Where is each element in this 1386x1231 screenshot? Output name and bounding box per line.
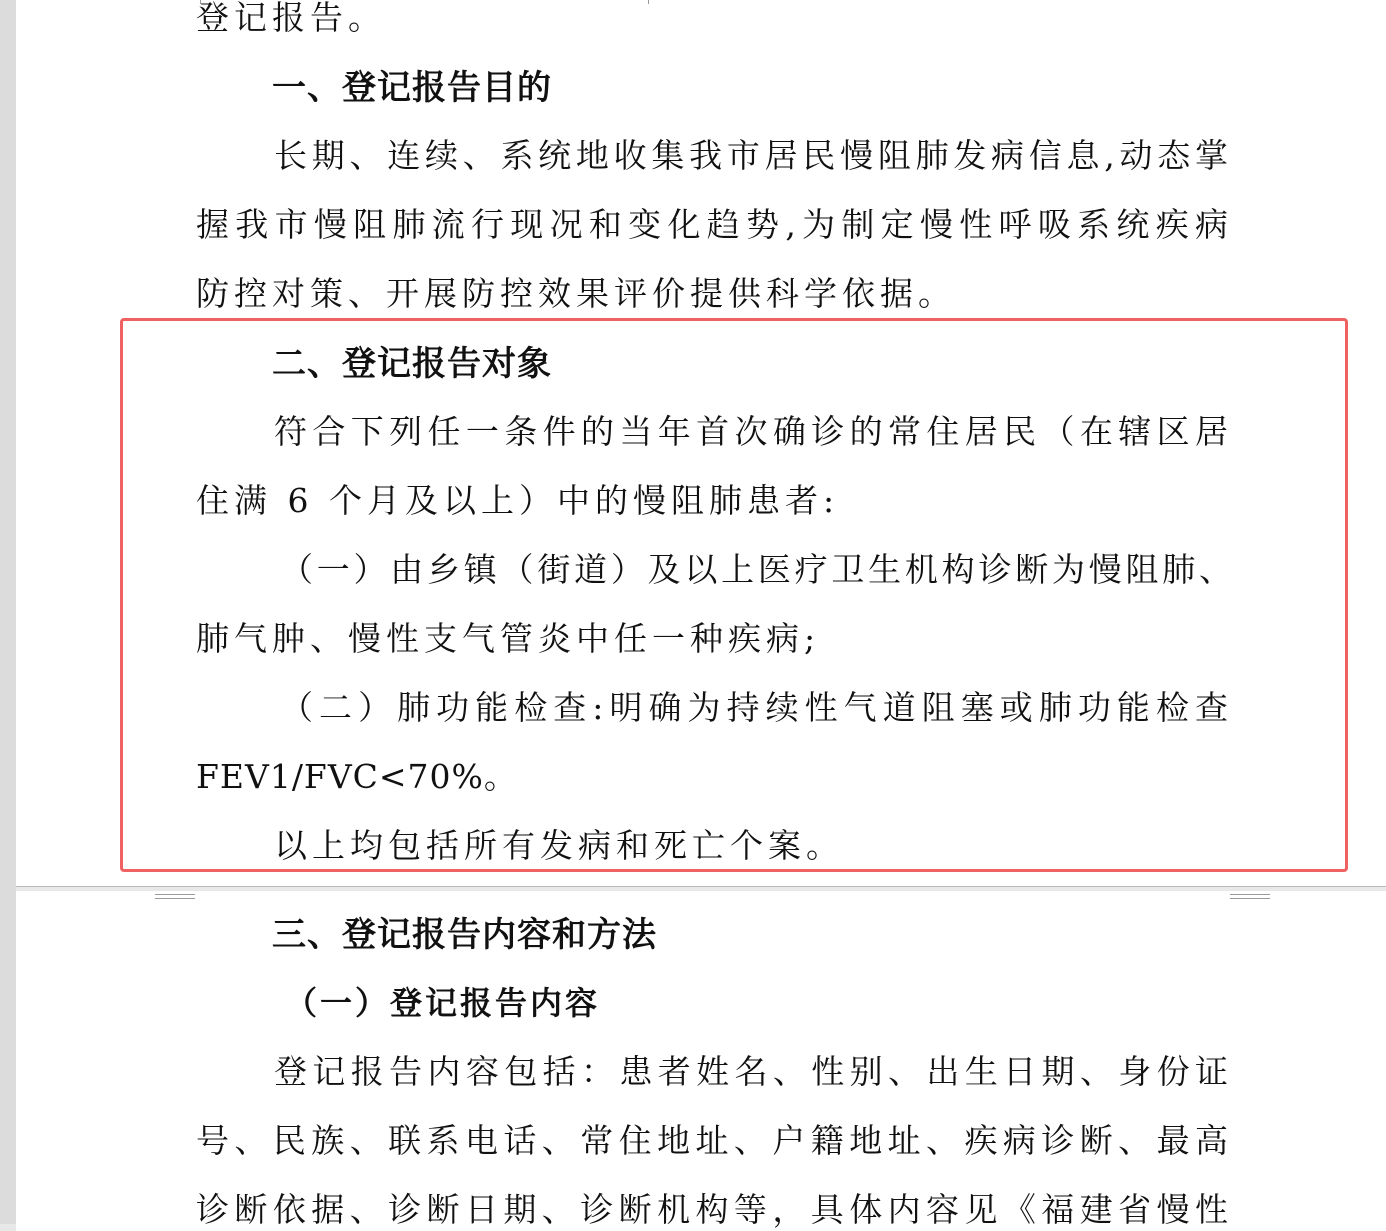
page-corner-mark [155,880,195,895]
page-corner-mark [155,898,195,913]
section-2-heading: 二、登记报告对象 [272,344,552,384]
text-line: 防控对策、开展防控效果评价提供科学依据。 [196,274,956,313]
text-line: 号、民族、联系电话、常住地址、户籍地址、疾病诊断、最高 [196,1121,1228,1160]
section-1-heading: 一、登记报告目的 [272,68,552,108]
text-line: （一）由乡镇（街道）及以上医疗卫生机构诊断为慢阻肺、 [280,550,1232,589]
text-line: 登记报告。 [196,0,386,37]
text-line: 住满 6 个月及以上）中的慢阻肺患者: [196,481,840,520]
text-line: （二）肺功能检查:明确为持续性气道阻塞或肺功能检查 [280,688,1228,727]
text-line: 肺气肿、慢性支气管炎中任一种疾病; [196,619,821,658]
text-line: 登记报告内容包括：患者姓名、性别、出生日期、身份证 [274,1052,1228,1091]
page-corner-mark [1230,880,1270,895]
text-line: 诊断依据、诊断日期、诊断机构等，具体内容见《福建省慢性 [196,1190,1228,1229]
text-line: FEV1/FVC<70%。 [196,757,518,796]
left-gutter [0,0,16,1224]
text-line: 长期、连续、系统地收集我市居民慢阻肺发病信息,动态掌 [274,136,1228,175]
text-line: 以上均包括所有发病和死亡个案。 [274,826,844,865]
section-3-subheading: （一）登记报告内容 [285,984,601,1022]
text-line: 符合下列任一条件的当年首次确诊的常住居民（在辖区居 [274,412,1228,451]
text-line: 握我市慢阻肺流行现况和变化趋势,为制定慢性呼吸系统疾病 [196,205,1228,244]
page-corner-mark [1230,898,1270,913]
section-3-heading: 三、登记报告内容和方法 [272,915,657,955]
